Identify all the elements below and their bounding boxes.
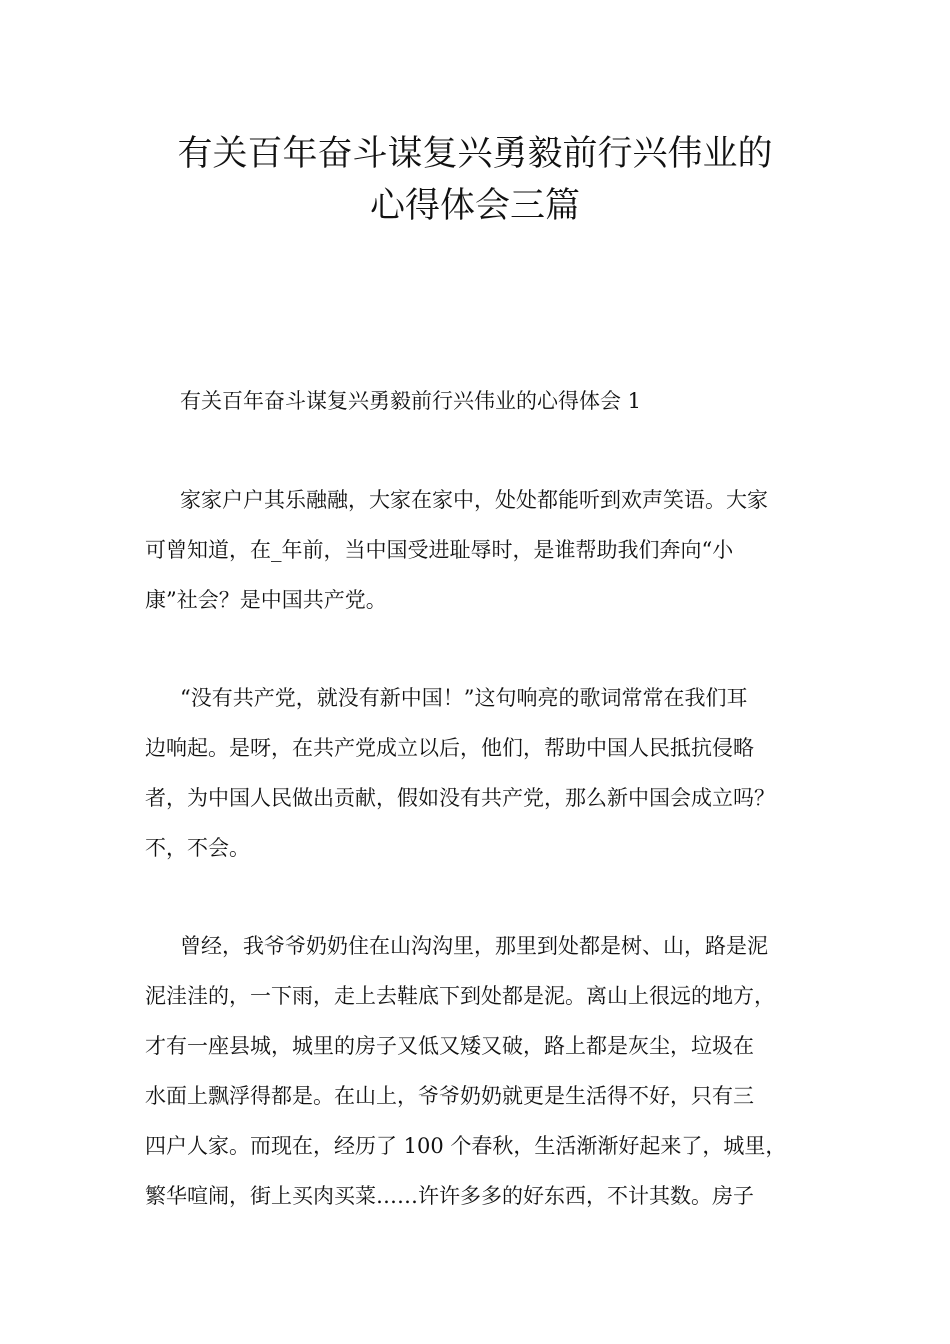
document-title-line-1: 有关百年奋斗谋复兴勇毅前行兴伟业的 (177, 134, 773, 174)
section-heading: 有关百年奋斗谋复兴勇毅前行兴伟业的心得体会 1 (180, 389, 642, 413)
paragraph-3-line-2: 泥洼洼的，一下雨，走上去鞋底下到处都是泥。离山上很远的地方， (145, 984, 775, 1008)
paragraph-3-line-6: 繁华喧闹，街上买肉买菜……许许多多的好东西，不计其数。房子 (145, 1184, 754, 1208)
paragraph-3-line-1: 曾经，我爷爷奶奶住在山沟沟里，那里到处都是树、山，路是泥 (180, 934, 768, 958)
paragraph-2-line-2: 边响起。是呀，在共产党成立以后，他们，帮助中国人民抵抗侵略 (145, 736, 754, 760)
paragraph-3-line-3: 才有一座县城，城里的房子又低又矮又破，路上都是灰尘，垃圾在 (145, 1034, 754, 1058)
paragraph-2-line-1: “没有共产党，就没有新中国！”这句响亮的歌词常常在我们耳 (180, 686, 748, 710)
paragraph-1-line-3: 康”社会？是中国共产党。 (145, 588, 387, 612)
paragraph-1-line-1: 家家户户其乐融融，大家在家中，处处都能听到欢声笑语。大家 (180, 488, 768, 512)
paragraph-3-line-5: 四户人家。而现在，经历了 100 个春秋，生活渐渐好起来了，城里， (145, 1134, 787, 1158)
paragraph-2-line-3: 者，为中国人民做出贡献，假如没有共产党，那么新中国会成立吗？ (145, 786, 775, 810)
document-title-line-2: 心得体会三篇 (369, 186, 580, 226)
paragraph-1-line-2: 可曾知道，在_年前，当中国受进耻辱时，是谁帮助我们奔向“小 (145, 538, 734, 562)
paragraph-2-line-4: 不，不会。 (145, 836, 250, 860)
paragraph-3-line-4: 水面上飘浮得都是。在山上，爷爷奶奶就更是生活得不好，只有三 (145, 1084, 754, 1108)
